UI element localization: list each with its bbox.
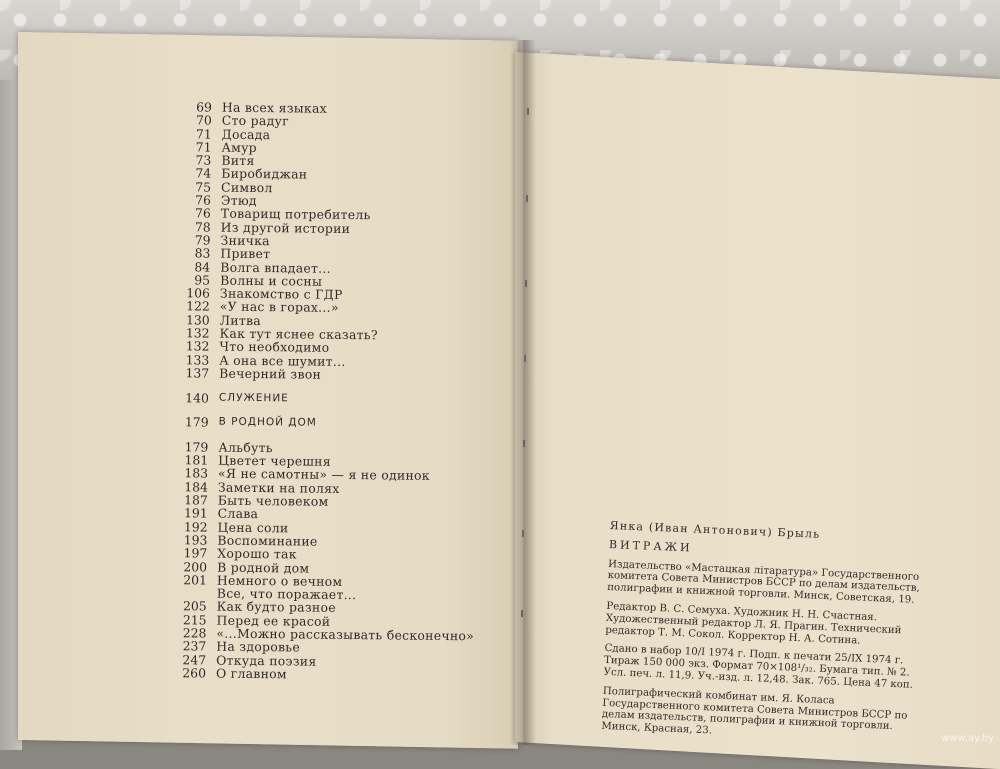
toc-page-number: 137 xyxy=(185,365,210,381)
binding-stitch xyxy=(525,280,527,287)
binding-stitch xyxy=(526,195,528,202)
toc-page-number: 205 xyxy=(182,598,207,614)
toc-page-number: 132 xyxy=(185,338,210,354)
toc-entry-title: «Я не самотны» — я не одинок xyxy=(218,466,430,484)
toc-entry-title: Витя xyxy=(221,152,255,169)
toc-entry-title: О главном xyxy=(215,665,287,682)
toc-entry-title: А она все шумит... xyxy=(219,352,346,369)
toc-entry-title: Как будто разное xyxy=(216,599,337,616)
toc-entry-title: Волны и сосны xyxy=(220,272,323,289)
toc-page-number: 70 xyxy=(195,112,212,128)
toc-entry-title: Биробиджан xyxy=(221,166,308,183)
toc-entry-title: На здоровье xyxy=(216,638,301,655)
toc-page-number: 179 xyxy=(184,413,209,430)
toc-page-number: 191 xyxy=(183,505,208,521)
toc-page-number: 179 xyxy=(184,439,209,455)
toc-section-title: СЛУЖЕНИЕ xyxy=(218,391,289,405)
toc-page-number: 215 xyxy=(182,611,207,628)
colophon-printer: Полиграфический комбинат им. Я. Коласа Государственного комитета Совета Министров БССР по делам издательств, полиграфии и книжной торговли. Минск, Красная, 23. xyxy=(601,685,908,737)
toc-entry-title: Из другой истории xyxy=(220,219,351,236)
toc-entry-title: Зничка xyxy=(220,232,270,249)
toc-entry-title: Заметки на полях xyxy=(217,479,340,496)
toc-entry-title: Альбуть xyxy=(218,439,273,456)
toc-page-number: 71 xyxy=(195,125,212,142)
toc-page-number: 260 xyxy=(182,665,207,681)
toc-page-number: 69 xyxy=(196,99,213,115)
colophon-author: Янка (Иван Антонович) Брыль xyxy=(609,519,821,541)
toc-page-number: 193 xyxy=(183,532,208,548)
toc-page-number: 74 xyxy=(195,165,212,182)
toc-entry-title: Немного о вечном xyxy=(216,572,343,589)
colophon xyxy=(601,520,940,754)
toc-entry-title: Вечерний звон xyxy=(219,365,322,382)
toc-page-number: 228 xyxy=(182,625,207,641)
toc-page-number: 73 xyxy=(195,152,212,168)
toc-entry-title: Знакомство с ГДР xyxy=(219,285,343,303)
watermark: www.ay.by xyxy=(941,733,994,744)
toc-page-number: 75 xyxy=(195,179,212,195)
toc-page-number: 76 xyxy=(195,192,212,208)
toc-entry-title: Литва xyxy=(219,312,262,328)
colophon-publisher: Издательство «Мастацкая літаратура» Государственного комитета Совета Министров БССР по делам издательств, полиграфии и книжной торговли. Минск, Советская, 19. xyxy=(606,558,920,607)
colophon-print-data: Сдано в набор 10/I 1974 г. Подп. к печати 25/IX 1974 г. Тираж 150 000 экз. Формат 70×108¹/₃₂. Бумага тип. № 2. Усл. печ. л. 11,9. Уч.-изд. л. 12,48. Зак. 765. Цена 47 коп. xyxy=(603,643,914,691)
table-of-contents xyxy=(154,100,490,683)
toc-entry-title: Этюд xyxy=(220,192,257,209)
binding-stitch xyxy=(527,108,529,115)
toc-page-number: 140 xyxy=(185,390,209,406)
toc-page-number: 79 xyxy=(194,232,211,248)
toc-entry-title: Цена соли xyxy=(217,519,289,535)
toc-entry-title: Цветет черешня xyxy=(218,452,331,469)
toc-page-number: 76 xyxy=(194,205,211,221)
toc-entry-title: Что необходимо xyxy=(219,338,330,356)
toc-entry-title: На всех языках xyxy=(221,99,328,116)
toc-page-number: 237 xyxy=(182,638,207,654)
toc-entry-title: Хорошо так xyxy=(217,545,297,562)
colophon-book-title: ВИТРАЖИ xyxy=(608,537,693,555)
toc-entry-title: Быть человеком xyxy=(217,492,329,509)
binding-stitch xyxy=(524,355,526,362)
toc-page-number: 78 xyxy=(194,219,211,235)
toc-page-number: 106 xyxy=(186,285,211,301)
toc-page-number: 95 xyxy=(194,272,211,288)
toc-page-number: 201 xyxy=(183,572,208,588)
toc-page-number: 192 xyxy=(183,518,208,535)
toc-entry-title: Досада xyxy=(221,126,271,142)
binding-stitch xyxy=(522,530,524,537)
toc-page-number: 197 xyxy=(183,545,208,561)
binding-stitch xyxy=(523,440,525,447)
toc-entry-title: Амур xyxy=(221,139,258,155)
book-gutter xyxy=(510,40,536,745)
toc-entry-title: «...Можно рассказывать бесконечно» xyxy=(216,625,475,644)
toc-entry-title: Откуда поэзия xyxy=(216,652,317,669)
toc-entry-title: «У нас в горах...» xyxy=(219,299,339,316)
toc-page-number: 83 xyxy=(194,245,211,261)
toc-page-number: 247 xyxy=(182,651,207,668)
toc-page-number: 184 xyxy=(184,478,209,495)
toc-section-title: В РОДНОЙ ДОМ xyxy=(218,415,317,429)
toc-page-number: 133 xyxy=(185,351,210,368)
colophon-editors: Редактор В. С. Семуха. Художник Н. Н. Счастная. Художественный редактор Л. Я. Прагин. Технический редактор Т. М. Сокол. Корректор Н. А. Сотина. xyxy=(605,600,902,647)
toc-entry-title: Товарищ потребитель xyxy=(220,206,371,223)
toc-entry-title: В родной дом xyxy=(217,559,310,576)
toc-entry-title: Воспоминание xyxy=(217,532,318,549)
toc-entry-title: Волга впадает... xyxy=(220,259,332,276)
toc-page-number: 84 xyxy=(194,258,211,275)
toc-entry-title: Как тут яснее сказать? xyxy=(219,325,378,343)
toc-entry-title: Сто радуг xyxy=(221,112,290,129)
toc-entry xyxy=(154,666,484,683)
toc-page-number: 187 xyxy=(184,492,208,508)
toc-entry-title: Слава xyxy=(217,505,259,522)
toc-page-number: 200 xyxy=(183,558,208,575)
toc-page-number: 71 xyxy=(195,139,212,155)
toc-page-number: 122 xyxy=(186,298,210,314)
toc-entry-title: Перед ее красой xyxy=(216,612,331,629)
toc-entry-title: Все, что поражает... xyxy=(216,585,357,603)
toc-page-number: 181 xyxy=(184,452,209,468)
binding-stitch xyxy=(521,610,523,617)
toc-page-number: 132 xyxy=(185,325,210,341)
toc-entry-title: Символ xyxy=(221,179,273,195)
toc-entry-title: Привет xyxy=(220,245,271,262)
toc-page-number: 183 xyxy=(184,465,209,481)
toc-page-number: 130 xyxy=(185,312,210,328)
